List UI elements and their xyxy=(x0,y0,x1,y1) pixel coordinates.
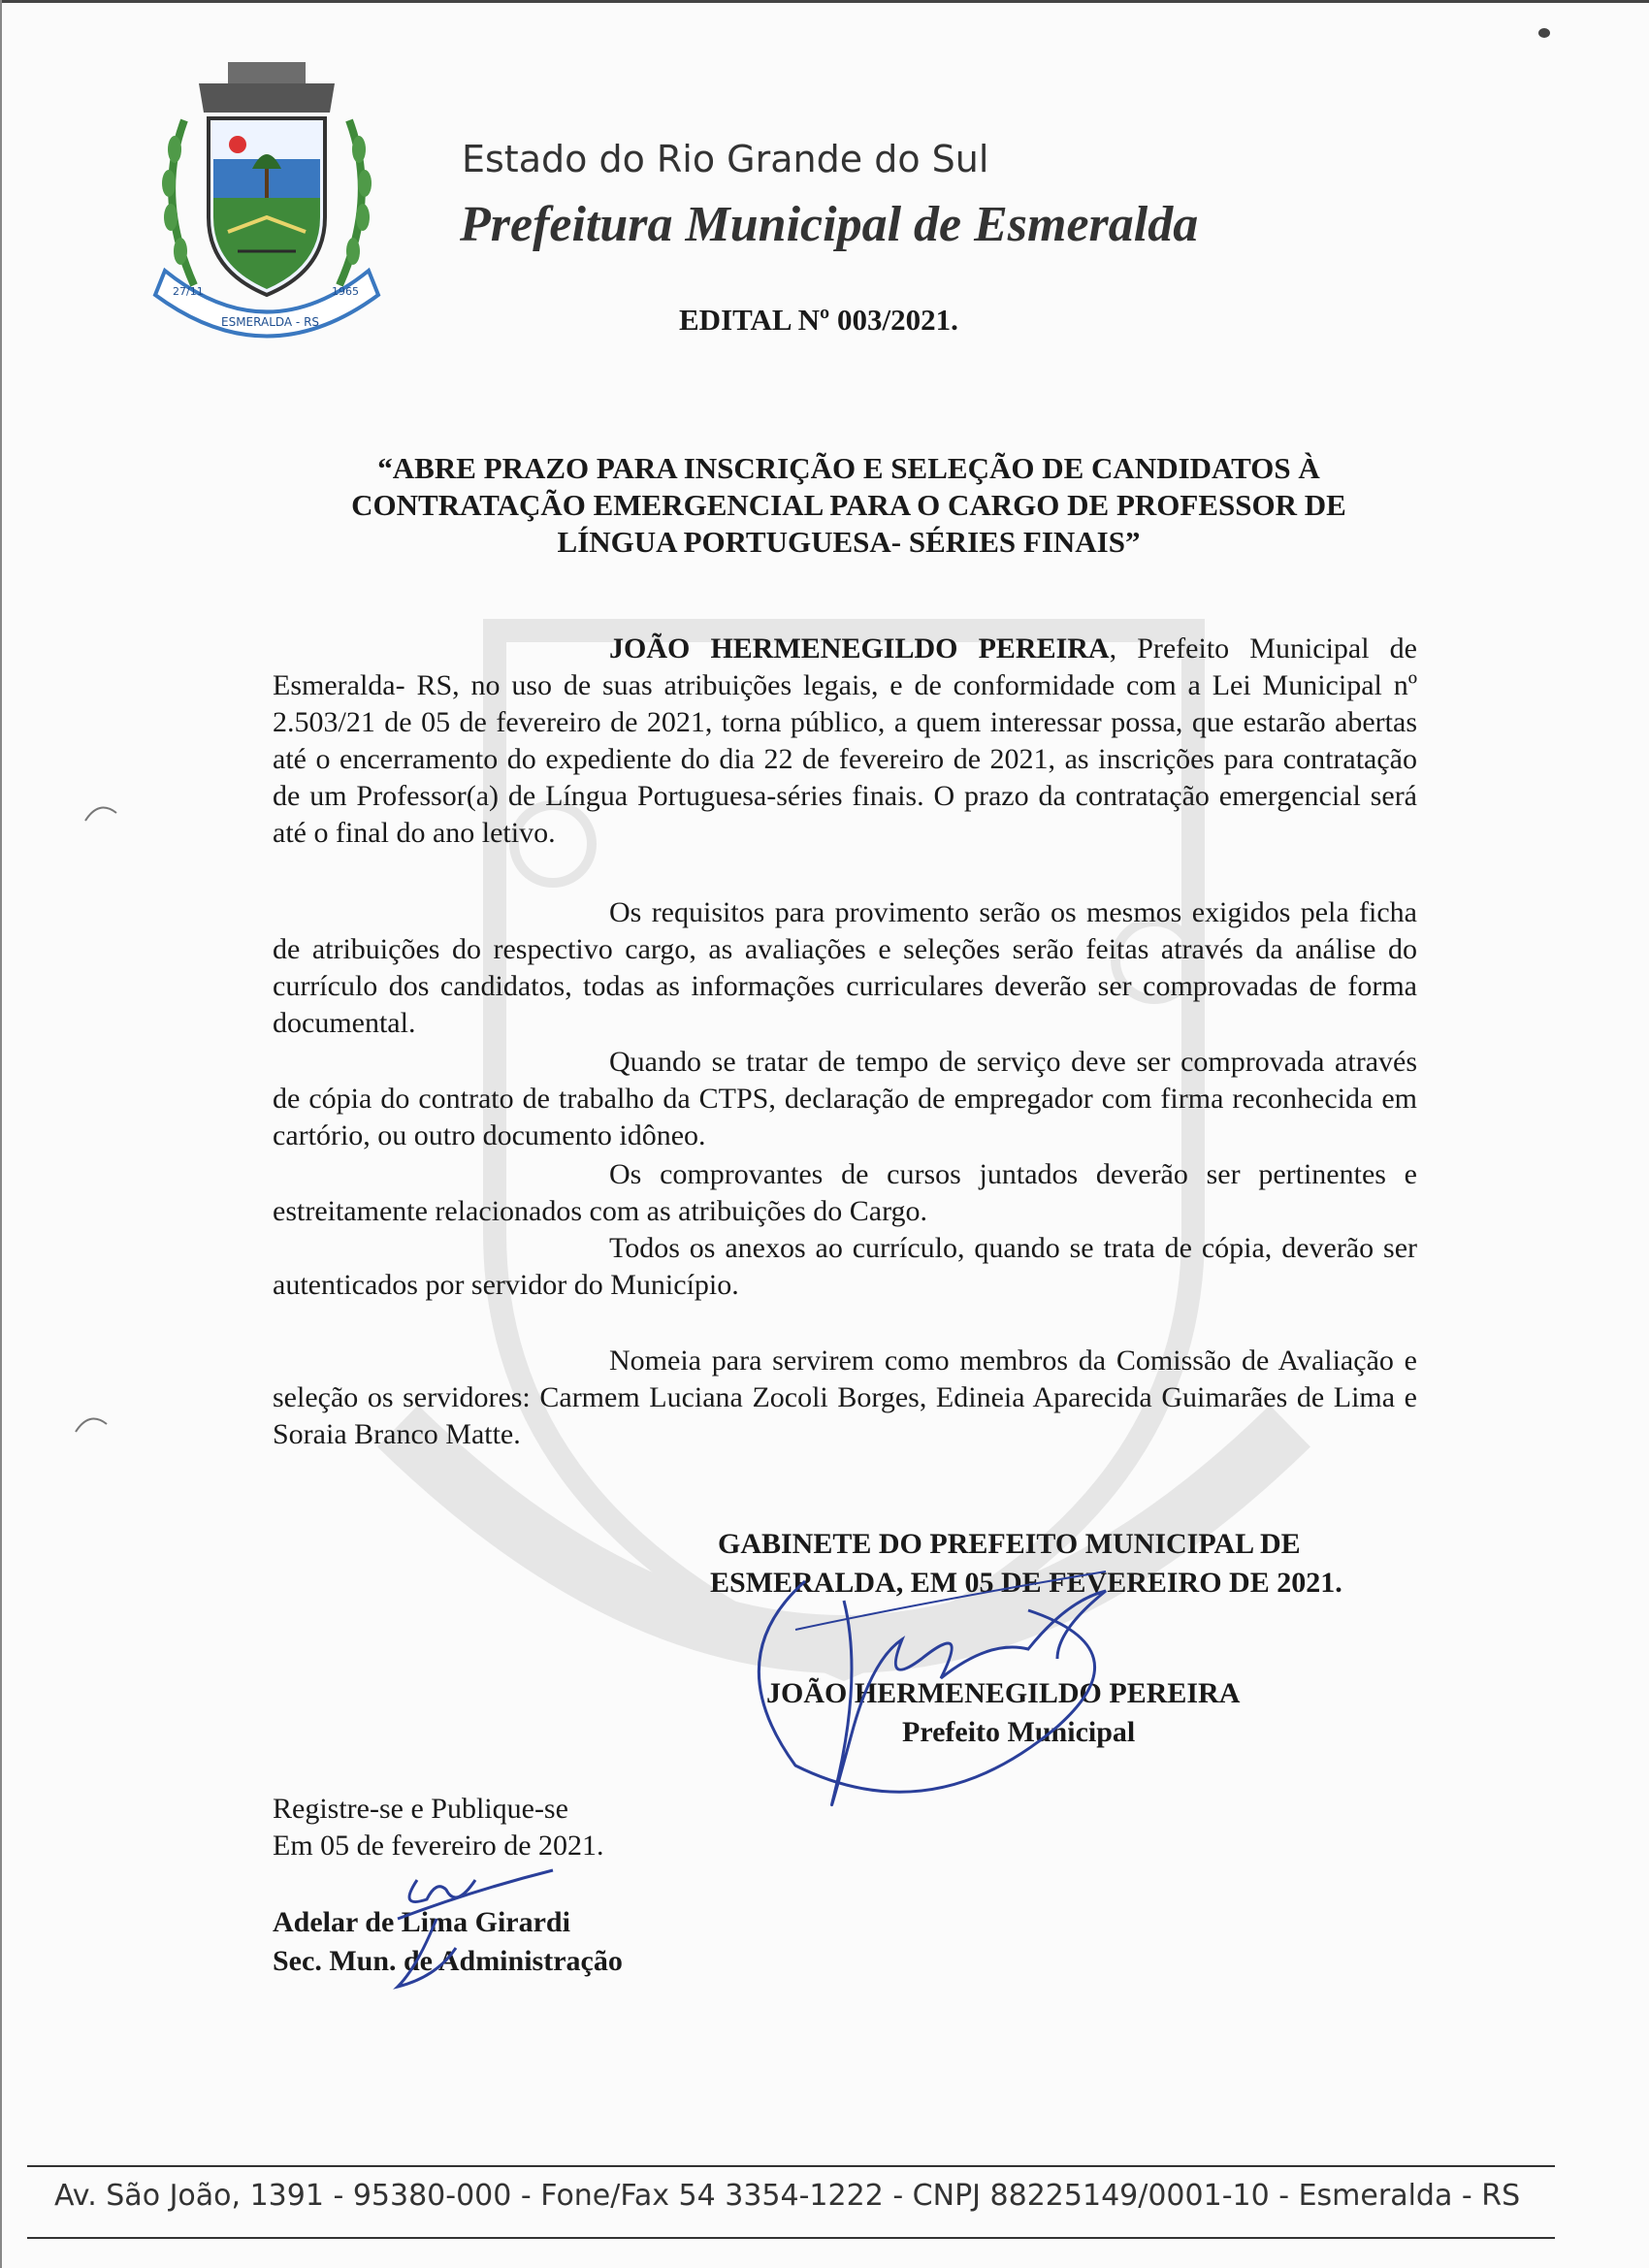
closing-line: ESMERALDA, EM 05 DE FEVEREIRO DE 2021. xyxy=(710,1567,1342,1599)
edital-title xyxy=(291,450,1406,561)
crest-ribbon-right: 1965 xyxy=(332,285,359,298)
register-date-line: Em 05 de fevereiro de 2021. xyxy=(273,1830,604,1862)
title-line: LÍNGUA PORTUGUESA- SÉRIES FINAIS” xyxy=(557,525,1141,559)
secretary-name: Adelar de Lima Girardi xyxy=(273,1906,570,1938)
title-line: “ABRE PRAZO PARA INSCRIÇÃO E SELEÇÃO DE CANDIDATOS À xyxy=(377,451,1320,485)
title-line: CONTRATAÇÃO EMERGENCIAL PARA O CARGO DE PROFESSOR DE xyxy=(351,488,1346,522)
paragraph-requirements: Os requisitos para provimento serão os mesmos exigidos pela ficha de atribuições do respectivo cargo, as avaliações e seleções serão feitas através da análise do currículo dos candidatos, todas as informações curriculares deverão ser comprovadas de forma documental. xyxy=(273,896,1417,1039)
punch-hole-mark xyxy=(81,795,120,825)
paragraph-course-proofs: Os comprovantes de cursos juntados deverão ser pertinentes e estreitamente relacionados com as atribuições do Cargo. xyxy=(273,1158,1417,1227)
closing-line: GABINETE DO PREFEITO MUNICIPAL DE xyxy=(718,1528,1301,1560)
footer-top-rule xyxy=(27,2165,1555,2167)
intro-text: , Prefeito Municipal de Esmeralda- RS, no uso de suas atribuições legais, e de conformidade com a Lei Municipal nº 2.503/21 de 05 de fevereiro de 2021, torna público, a quem interessar possa, que estarão abertas até o encerramento do expediente do dia 22 de fevereiro de 2021, as inscrições para contratação de um Professor(a) de Língua Portuguesa-séries finais. O prazo da contratação emergencial será até o final do ano letivo. xyxy=(273,632,1417,849)
dot-mark xyxy=(1533,23,1571,52)
signer-name: JOÃO HERMENEGILDO PEREIRA xyxy=(766,1677,1241,1709)
paragraph-commission: Nomeia para servirem como membros da Comissão de Avaliação e seleção os servidores: Carmem Luciana Zocoli Borges, Edineia Aparecida Guimarães de Lima e Soraia Branco Matte. xyxy=(273,1345,1417,1450)
mayor-name-inline: JOÃO HERMENEGILDO PEREIRA xyxy=(609,632,1110,664)
paragraph-service-time: Quando se tratar de tempo de serviço deve ser comprovada através de cópia do contrato de trabalho da CTPS, declaração de empregador com firma reconhecida em cartório, ou outro documento idôneo. xyxy=(273,1046,1417,1151)
secretary-initials-signature xyxy=(378,1861,563,1996)
footer-bottom-rule xyxy=(27,2237,1555,2239)
left-border xyxy=(0,0,2,2268)
crest-ribbon-center: ESMERALDA - RS xyxy=(221,315,320,329)
state-name: Estado do Rio Grande do Sul xyxy=(462,138,989,180)
paragraph-intro xyxy=(273,631,1417,852)
prefeitura-name: Prefeitura Municipal de Esmeralda xyxy=(460,197,1199,252)
punch-hole-mark xyxy=(72,1407,111,1436)
signer-role: Prefeito Municipal xyxy=(902,1716,1136,1748)
register-publish-line: Registre-se e Publique-se xyxy=(273,1793,568,1825)
paragraph-annexes: Todos os anexos ao currículo, quando se trata de cópia, deverão ser autenticados por servidor do Município. xyxy=(273,1232,1417,1301)
municipal-crest-logo xyxy=(146,62,388,353)
top-border xyxy=(0,0,1649,3)
edital-number: EDITAL Nº 003/2021. xyxy=(679,303,958,337)
footer-address: Av. São João, 1391 - 95380-000 - Fone/Fax 54 3354-1222 - CNPJ 88225149/0001-10 - Esmeralda - RS xyxy=(54,2179,1521,2213)
mayor-signature xyxy=(737,1542,1183,1833)
crest-ribbon-left: 27/11 xyxy=(173,285,204,298)
secretary-role: Sec. Mun. de Administração xyxy=(273,1945,623,1977)
